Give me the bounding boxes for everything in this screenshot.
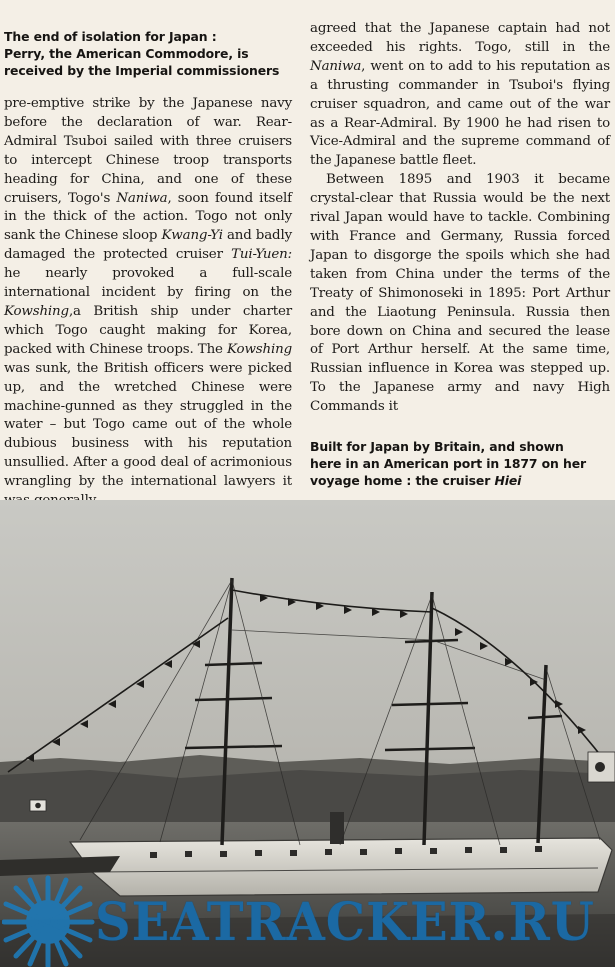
ship-photo-caption [310,438,610,489]
top-photo-caption [4,28,299,79]
rising-sun-flag-icon [588,752,615,782]
ship-name: Naniwa [310,58,362,74]
caption-line: voyage home : the cruiser Hiei [310,473,522,488]
article-column-right [310,20,610,417]
article-paragraph: pre-emptive strike by the Japanese navy before the declaration of war. Rear-Admiral Tsuboi sailed with three cruisers to intercept Chinese troop transports heading for China, and one of these cruisers, Togo's Naniwa, soon found itself in the thick of the action. Togo not only sank the Chinese sloop Kwang-Yi and badly damaged the protected cruiser Tui-Yuen: he nearly provoked a full-scale international incident by firing on the Kowshing,a British ship under charter which Togo caught making for Korea, packed with Chinese troops. The Kowshing was sunk, the British officers were picked up, and the wretched Chinese were machine-gunned as they struggled in the water – but Togo came out of the whole dubious business with his reputation unsullied. After a good deal of acrimonious wrangling by the international lawyers it [4,96,293,490]
ship-name: Hiei [494,473,522,488]
caption-line: Perry, the American Commodore, is [4,46,249,61]
ship-name: Kowshing [4,303,69,319]
caption-line: received by the Imperial commissioners [4,63,280,78]
ship-name: Kwang-Yi [161,228,223,244]
watermark-text: SEATRACKER.RU [95,892,595,953]
ship-name: Naniwa [116,190,168,206]
article-paragraph: agreed that the Japanese captain had not exceeded his rights. Togo, still in the Naniwa, went on to add to his reputation as a thrusting commander in Tsuboi's flying cruiser squadron, and came out of the war as a Rear-Admiral. By 1900 he had risen to Vice-Admiral and the supreme command of the Japanese battle fleet. [310,21,610,169]
article-column-left [4,95,292,511]
ship-name: Tui-Yuen: [231,247,292,263]
caption-title: The end of isolation for Japan : [4,29,217,44]
caption-line: Built for Japan by Britain, and shown [310,439,564,454]
watermark [0,870,615,967]
article-paragraph: Between 1895 and 1903 it became crystal-clear that Russia would be the next rival Japan would have to tackle. Combining with France and Germany, Russia forced Japan to disgorge the spoils which she had taken from China under the terms of the Treaty of Shimonoseki in 1895: Port Arthur and the Liaotung Peninsula. Russia then bore down on China and secured the lease of Port Arthur herself. At the same time, Russian influence in Korea was stepped up. To the Japanese army and navy High Commands it [310,172,610,415]
sunburst-logo-icon [2,870,97,967]
caption-line: here in an American port in 1877 on her [310,456,587,471]
ship-name: Kowshing [227,341,292,357]
